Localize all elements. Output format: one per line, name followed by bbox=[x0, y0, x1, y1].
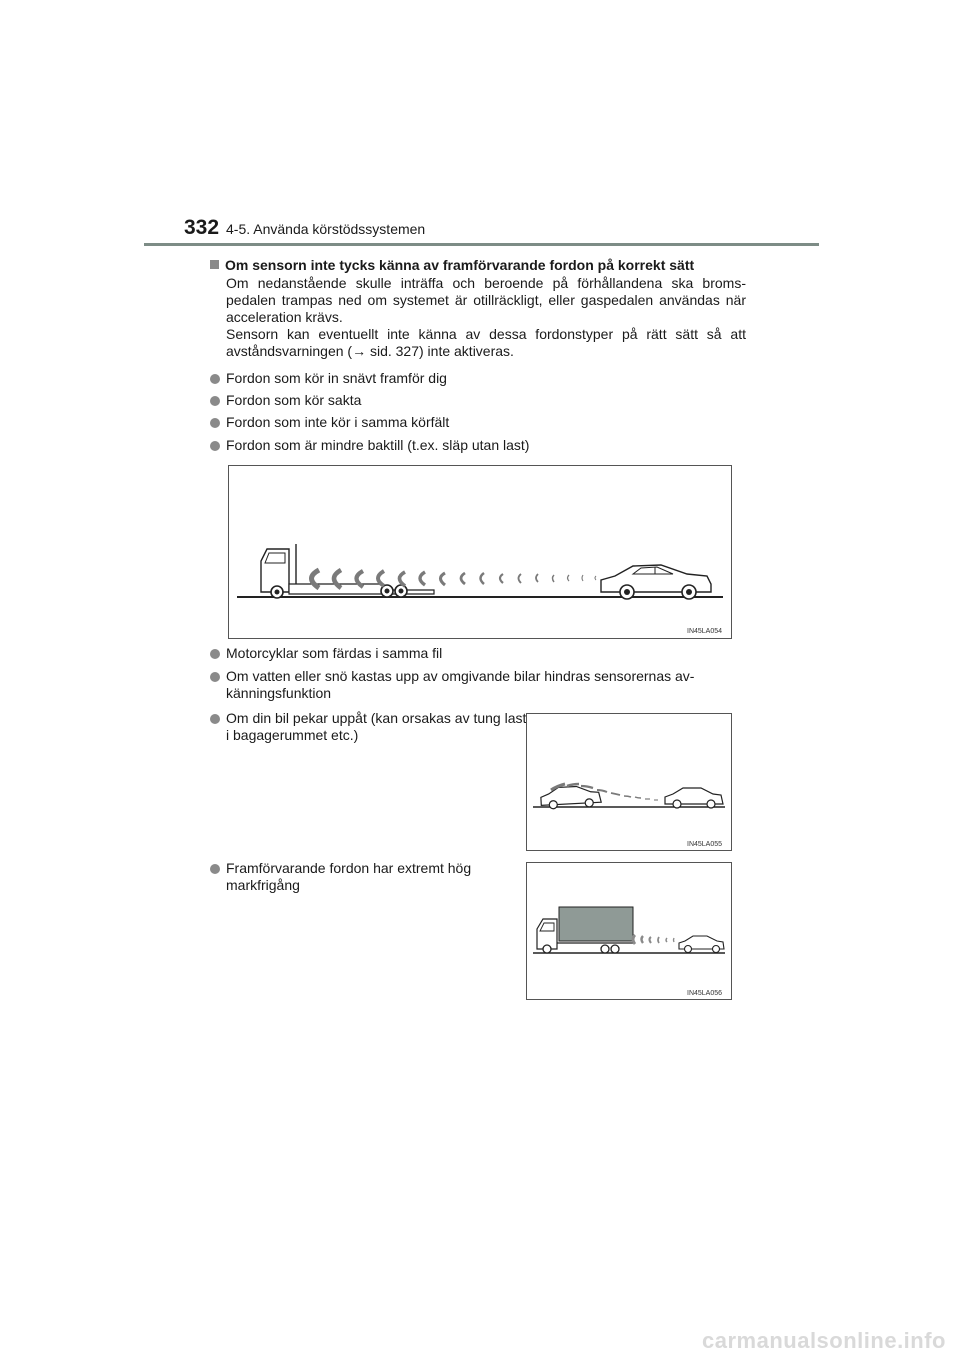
figure-car-pitched bbox=[526, 713, 732, 851]
trailer-illustration bbox=[229, 466, 731, 638]
heading-text: Om sensorn inte tycks känna av framförvarande fordon på korrekt sätt bbox=[225, 257, 695, 273]
figure-high-clearance-truck bbox=[526, 862, 732, 1000]
bullet-item bbox=[210, 710, 531, 744]
paragraph-1: Om nedanstående skulle inträffa och beroende på förhållandena ska broms-pedalen trampas ned om systemet är otillräckligt, eller gaspedalen användas när acceleration krävs. bbox=[226, 275, 746, 325]
bullet-dot-icon bbox=[210, 396, 220, 406]
figure-code: IN45LA056 bbox=[687, 990, 723, 997]
section-title: 4-5. Använda körstödssystemen bbox=[226, 221, 426, 237]
bullet-dot-icon bbox=[210, 418, 220, 428]
page-number: 332 bbox=[184, 216, 220, 239]
bullet-dot-icon bbox=[210, 441, 220, 451]
bullet-item bbox=[210, 645, 442, 662]
bullet-text: Fordon som kör sakta bbox=[226, 392, 362, 408]
bullet-dot-icon bbox=[210, 649, 220, 659]
bullet-item bbox=[210, 414, 449, 431]
paragraph-2: Sensorn kan eventuellt inte känna av dessa fordonstyper på rätt sätt så att avståndsvarningen (→ sid. 327) inte aktiveras. bbox=[226, 326, 746, 359]
bullet-text: Motorcyklar som färdas i samma fil bbox=[226, 645, 443, 661]
bullet-dot-icon bbox=[210, 864, 220, 874]
bullet-item bbox=[210, 668, 761, 702]
bullet-dot-icon bbox=[210, 374, 220, 384]
bullet-item bbox=[210, 370, 447, 387]
figure-code: IN45LA054 bbox=[687, 628, 723, 635]
square-bullet-icon bbox=[210, 260, 219, 269]
bullet-text: Framförvarande fordon har extremt hög markfrigång bbox=[226, 860, 472, 893]
bullet-item bbox=[210, 860, 531, 894]
bullet-dot-icon bbox=[210, 714, 220, 724]
bullet-text: Fordon som är mindre baktill (t.ex. släp utan last) bbox=[226, 437, 530, 453]
truck-illustration bbox=[527, 863, 731, 999]
figure-trailer bbox=[228, 465, 732, 639]
header-rule bbox=[144, 243, 819, 246]
figure-code: IN45LA055 bbox=[687, 841, 723, 848]
bullet-item bbox=[210, 392, 361, 409]
bullet-item bbox=[210, 437, 529, 454]
section-heading bbox=[210, 257, 694, 273]
bullet-text: Fordon som kör in snävt framför dig bbox=[226, 370, 447, 386]
car-pitched-illustration bbox=[527, 714, 731, 850]
bullet-dot-icon bbox=[210, 672, 220, 682]
watermark: carmanualsonline.info bbox=[702, 1328, 946, 1353]
bullet-text: Fordon som inte kör i samma körfält bbox=[226, 414, 450, 430]
bullet-text: Om din bil pekar uppåt (kan orsakas av tung last i bagagerummet etc.) bbox=[226, 710, 527, 743]
bullet-text: Om vatten eller snö kastas upp av omgivande bilar hindras sensorernas av-känningsfunktion bbox=[226, 668, 695, 701]
